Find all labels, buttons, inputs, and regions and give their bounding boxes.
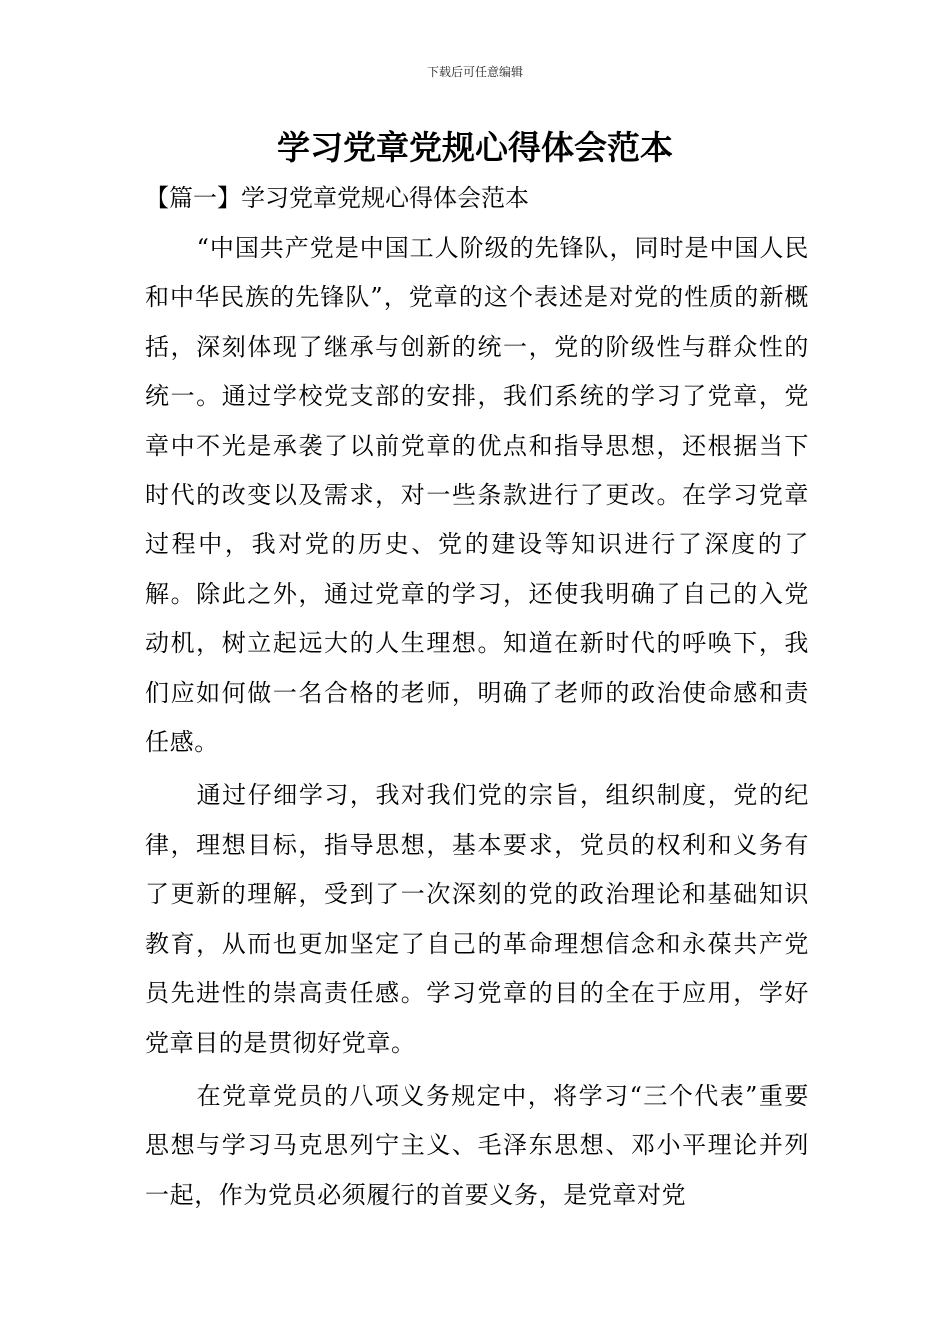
paragraph-1: “中国共产党是中国工人阶级的先锋队，同时是中国人民和中华民族的先锋队”，党章的这个表述是对党的性质的新概括，深刻体现了继承与创新的统一，党的阶级性与群众性的统一。通过学校党支部的安排，我们系统的学习了党章，党章中不光是承袭了以前党章的优点和指导思想，还根据当下时代的改变以及需求，对一些条款进行了更改。在学习党章过程中，我对党的历史、党的建设等知识进行了深度的了解。除此之外，通过党章的学习，还使我明确了自己的入党动机，树立起远大的人生理想。知道在新时代的呼唤下，我们应如何做一名合格的老师，明确了老师的政治使命感和责任感。 xyxy=(145,234,809,757)
paragraph-3: 在党章党员的八项义务规定中，将学习“三个代表”重要思想与学习马克思列宁主义、毛泽东思想、邓小平理论并列一起，作为党员必须履行的首要义务，是党章对党 xyxy=(145,1081,809,1209)
body-text xyxy=(145,224,809,1224)
paragraph-2: 通过仔细学习，我对我们党的宗旨，组织制度，党的纪律，理想目标，指导思想，基本要求，党员的权利和义务有了更新的理解，受到了一次深刻的党的政治理论和基础知识教育，从而也更加坚定了自己的革命理想信念和永葆共产党员先进性的崇高责任感。学习党章的目的全在于应用，学好党章目的是贯彻好党章。 xyxy=(145,781,809,1057)
header-note: 下载后可任意编辑 xyxy=(426,65,523,79)
document-title: 学习党章党规心得体会范本 xyxy=(277,128,673,167)
section-heading: 【篇一】学习党章党规心得体会范本 xyxy=(145,184,529,212)
